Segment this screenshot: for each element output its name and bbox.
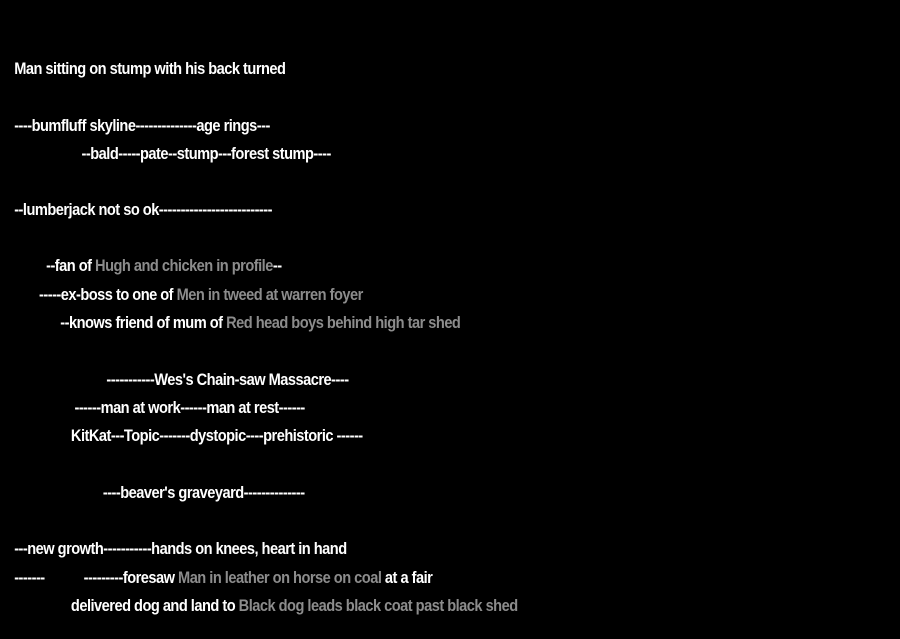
poem-text: at a fair xyxy=(381,568,433,587)
poem-link[interactable]: Red head boys behind high tar shed xyxy=(226,313,461,332)
poem-text: ------- ---------foresaw xyxy=(14,568,179,587)
poem-line xyxy=(0,573,518,615)
poem-line xyxy=(0,545,433,587)
poem-text: -----------Wes's Chain-saw Massacre---- xyxy=(14,370,349,389)
poem-line xyxy=(0,516,347,558)
poem-text: ----beaver's graveyard-------------- xyxy=(14,483,305,502)
poem-text: delivered dog and land to xyxy=(14,596,239,615)
poem-text: --bald-----pate--stump---forest stump---- xyxy=(14,144,331,163)
poem-line xyxy=(0,347,349,389)
poem-link[interactable]: Hugh and chicken in profile xyxy=(95,256,273,275)
poem-link[interactable]: Men in tweed at warren foyer xyxy=(176,285,363,304)
poem-line xyxy=(0,121,331,163)
poem-text: KitKat---Topic-------dystopic----prehistoric ------ xyxy=(14,426,363,445)
poem-text: ----bumfluff skyline--------------age rings--- xyxy=(14,116,270,135)
poem-line xyxy=(0,233,282,275)
poem-line xyxy=(0,290,461,332)
poem-line xyxy=(0,375,305,417)
poem-title-text: Man sitting on stump with his back turned xyxy=(14,59,286,78)
poem-link[interactable]: Man in leather on horse on coal xyxy=(178,568,382,587)
poem-line xyxy=(0,460,305,502)
poem-text: -----ex-boss to one of xyxy=(14,285,177,304)
poem-text: ---new growth-----------hands on knees, heart in hand xyxy=(14,539,347,558)
poem-text: --fan of xyxy=(14,256,96,275)
poem-text: ------man at work------man at rest------ xyxy=(14,398,305,417)
poem-text: -- xyxy=(272,256,282,275)
poem-text: --lumberjack not so ok-------------------------- xyxy=(14,200,272,219)
poem-line xyxy=(0,403,363,445)
poem-title xyxy=(0,36,286,78)
poem-line xyxy=(0,93,270,135)
poem-link[interactable]: Black dog leads black coat past black shed xyxy=(238,596,518,615)
poem-line xyxy=(0,262,363,304)
poem-line xyxy=(0,177,272,219)
poem-text: --knows friend of mum of xyxy=(14,313,227,332)
